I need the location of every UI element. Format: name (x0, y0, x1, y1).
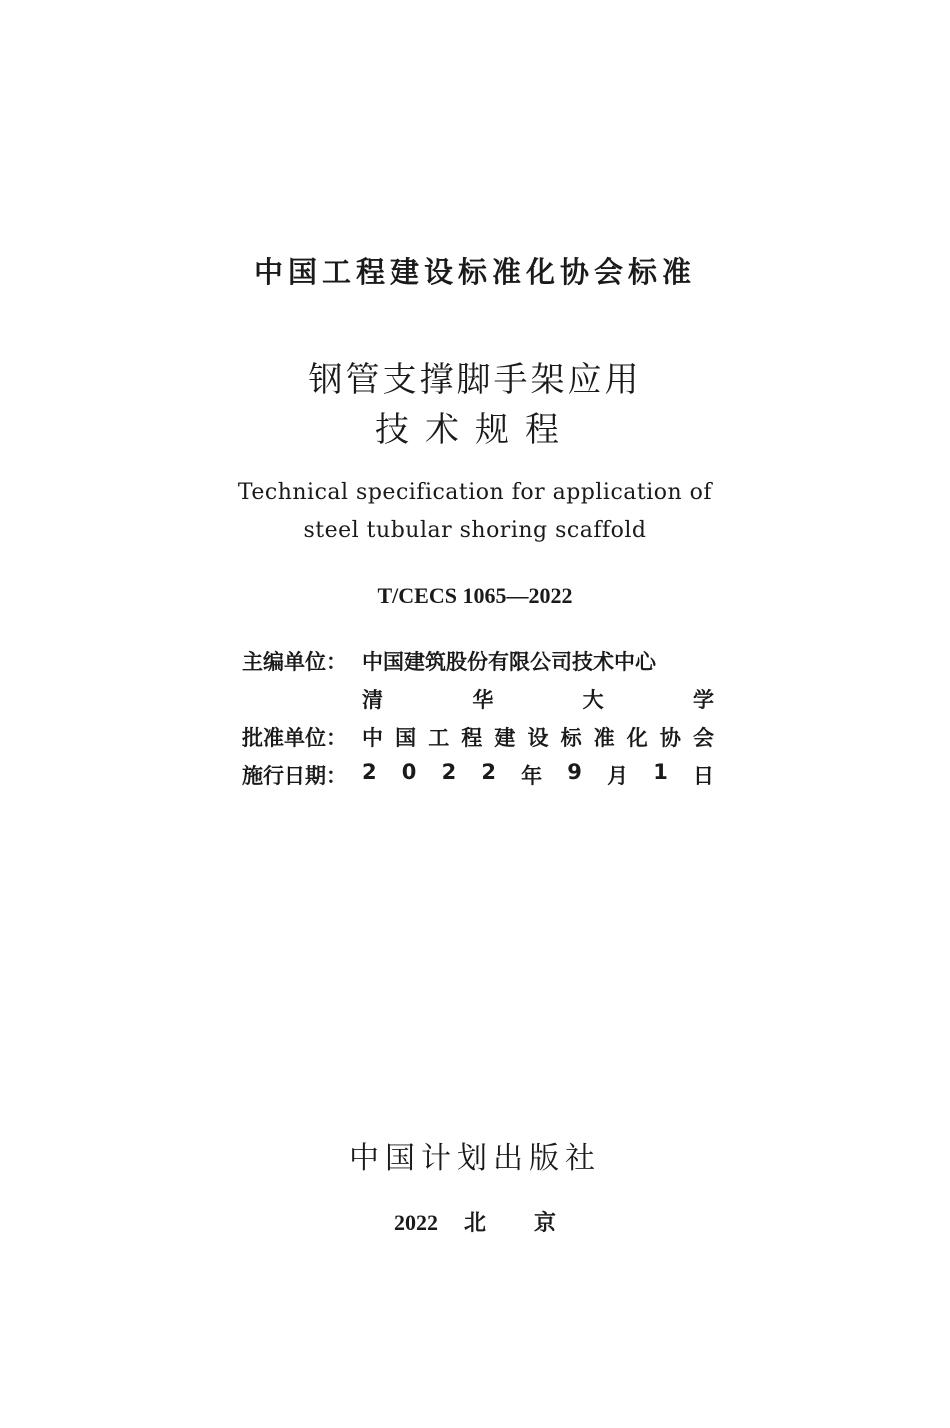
editor-value-2-char: 大 (582, 688, 604, 712)
editor-row-2 (242, 684, 714, 714)
effective-date-label: 施行日期： (242, 764, 347, 788)
editor-label: 主编单位： (242, 650, 347, 674)
effective-date-char: 2 (481, 760, 496, 784)
editor-value-2-char: 清 (362, 688, 383, 712)
standard-code: T/CECS 1065—2022 (377, 583, 573, 608)
english-title-line-2: steel tubular shoring scaffold (303, 518, 647, 543)
approver-value (362, 722, 714, 752)
effective-date-char: 2 (441, 760, 457, 784)
effective-date-char: 0 (401, 760, 417, 784)
approver-value-char: 程 (461, 726, 483, 750)
effective-date-char: 2 (362, 760, 377, 784)
editor-value-2 (362, 684, 714, 714)
effective-date-char: 1 (653, 760, 668, 784)
publication-year: 2022 (393, 1210, 438, 1235)
effective-date-char: 9 (567, 760, 582, 784)
approver-value-char: 协 (659, 726, 681, 750)
publication-year-place (0, 1206, 950, 1237)
document-title-line-2: 技术规程 (375, 410, 575, 450)
editor-value-2-char: 华 (472, 688, 494, 712)
document-title-line-1: 钢管支撑脚手架应用 (308, 360, 642, 400)
approver-value-char: 国 (395, 726, 417, 750)
publication-city-char: 京 (534, 1210, 557, 1235)
effective-date-char: 月 (607, 764, 629, 788)
approver-row (242, 722, 714, 752)
approver-value-char: 化 (626, 726, 648, 750)
approver-value-char: 工 (428, 726, 450, 750)
effective-date-char: 日 (693, 764, 714, 788)
editor-row-1 (242, 646, 714, 676)
approver-value-char: 建 (494, 726, 516, 750)
publisher-name: 中国计划出版社 (349, 1141, 601, 1176)
editor-value-2-char: 学 (692, 688, 714, 712)
approver-value-char: 标 (560, 726, 582, 750)
english-title-line-1: Technical specification for application of (237, 480, 713, 505)
effective-date-value (362, 760, 714, 790)
editor-value-1: 中国建筑股份有限公司技术中心 (362, 650, 656, 674)
approver-label: 批准单位： (242, 726, 347, 750)
approver-value-char: 准 (593, 726, 615, 750)
effective-date-char: 年 (521, 764, 543, 788)
approver-value-char: 中 (362, 726, 383, 750)
effective-date-row (242, 760, 714, 790)
approver-value-char: 设 (527, 726, 549, 750)
approver-value-char: 会 (692, 726, 714, 750)
standard-series-title: 中国工程建设标准化协会标准 (253, 255, 696, 289)
publication-city-char: 北 (463, 1210, 486, 1235)
